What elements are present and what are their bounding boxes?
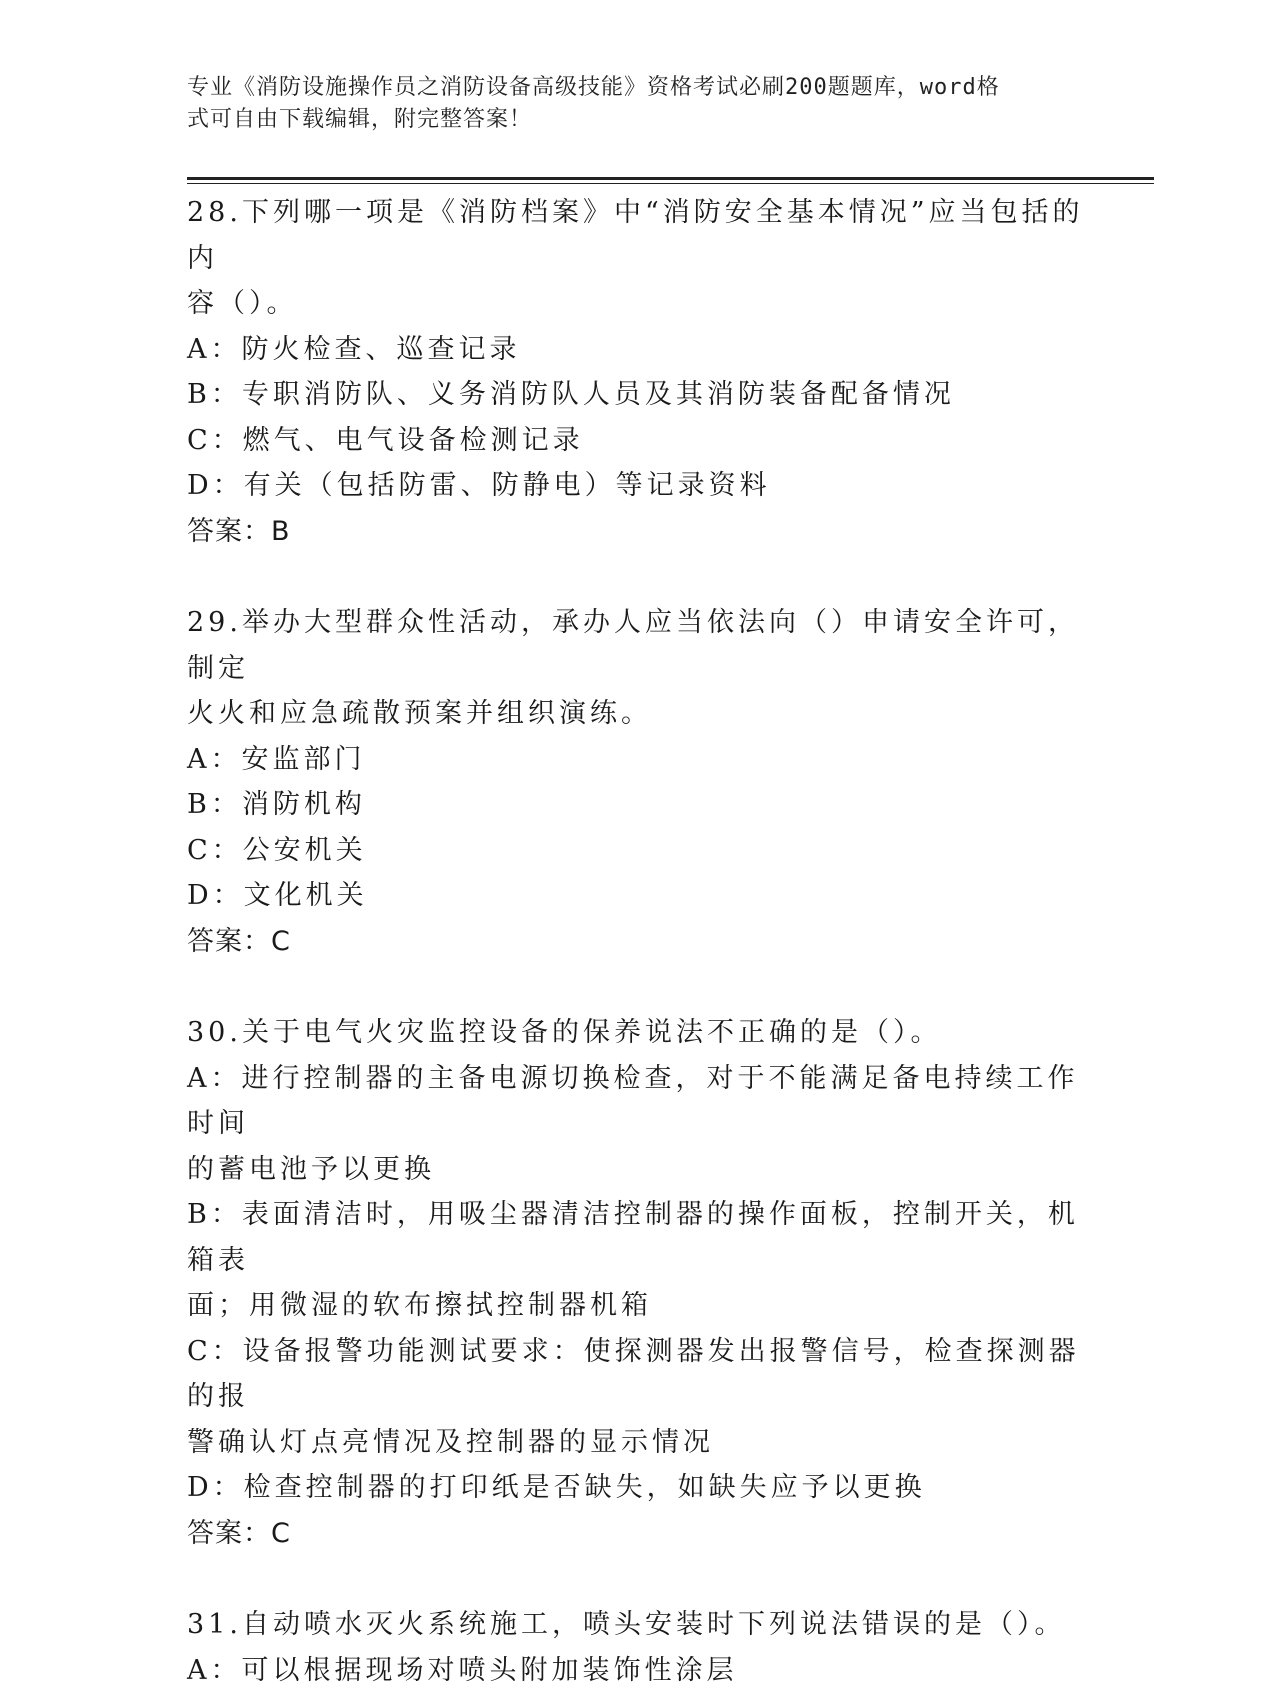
question-stem: 31.自动喷水灭火系统施工，喷头安装时下列说法错误的是（）。 — [187, 1602, 1087, 1648]
question-stem: 容（）。 — [187, 281, 1087, 327]
option-a: A：可以根据现场对喷头附加装饰性涂层 — [187, 1648, 1087, 1693]
option-d: D：文化机关 — [187, 873, 1087, 919]
option-b: B：消防机构 — [187, 782, 1087, 828]
document-header — [187, 72, 1067, 136]
question-29 — [187, 600, 1087, 964]
question-30 — [187, 1010, 1087, 1556]
header-line: 专业《消防设施操作员之消防设备高级技能》资格考试必刷200题题库，word格 — [187, 72, 1067, 104]
option-c: C：燃气、电气设备检测记录 — [187, 418, 1087, 464]
option-d: D：检查控制器的打印纸是否缺失，如缺失应予以更换 — [187, 1465, 1087, 1511]
question-31 — [187, 1602, 1087, 1693]
answer: 答案：C — [187, 919, 1087, 965]
answer: 答案：B — [187, 509, 1087, 555]
option-c: C：公安机关 — [187, 828, 1087, 874]
question-stem: 火火和应急疏散预案并组织演练。 — [187, 691, 1087, 737]
question-list — [187, 190, 1087, 1693]
answer: 答案：C — [187, 1511, 1087, 1557]
option-a: A：安监部门 — [187, 737, 1087, 783]
option-d: D：有关（包括防雷、防静电）等记录资料 — [187, 463, 1087, 509]
option-b: B：专职消防队、义务消防队人员及其消防装备配备情况 — [187, 372, 1087, 418]
question-28 — [187, 190, 1087, 554]
header-rule — [187, 183, 1154, 184]
header-rule — [187, 177, 1154, 180]
question-stem: 28.下列哪一项是《消防档案》中“消防安全基本情况”应当包括的内 — [187, 190, 1087, 281]
option-b-cont: 面；用微湿的软布擦拭控制器机箱 — [187, 1283, 1087, 1329]
question-stem: 30.关于电气火灾监控设备的保养说法不正确的是（）。 — [187, 1010, 1087, 1056]
option-a-cont: 的蓄电池予以更换 — [187, 1147, 1087, 1193]
option-a: A：防火检查、巡查记录 — [187, 327, 1087, 373]
option-c: C：设备报警功能测试要求：使探测器发出报警信号，检查探测器的报 — [187, 1329, 1087, 1420]
option-a: A：进行控制器的主备电源切换检查，对于不能满足备电持续工作时间 — [187, 1056, 1087, 1147]
option-b: B：表面清洁时，用吸尘器清洁控制器的操作面板，控制开关，机箱表 — [187, 1192, 1087, 1283]
question-stem: 29.举办大型群众性活动，承办人应当依法向（）申请安全许可，制定 — [187, 600, 1087, 691]
option-c-cont: 警确认灯点亮情况及控制器的显示情况 — [187, 1420, 1087, 1466]
header-line: 式可自由下载编辑，附完整答案！ — [187, 104, 1067, 136]
